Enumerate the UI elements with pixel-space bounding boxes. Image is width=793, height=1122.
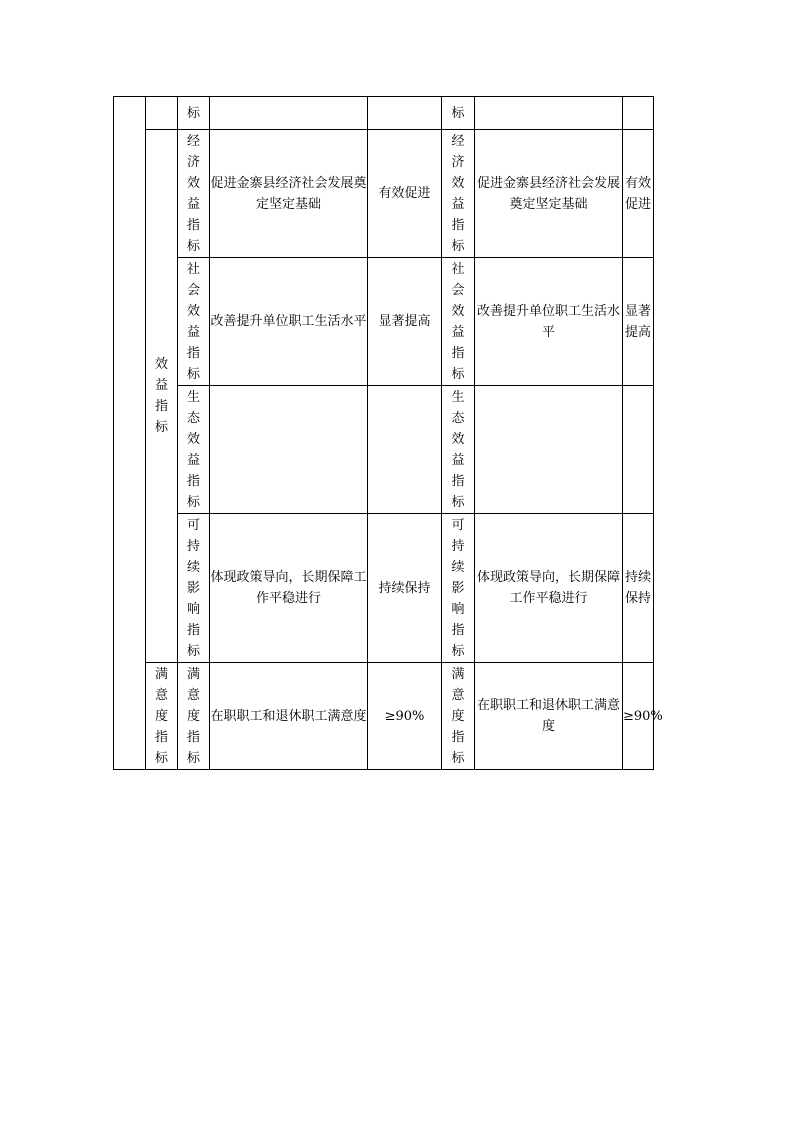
value-cell: 有效促进: [368, 130, 442, 258]
table-row: [114, 663, 654, 770]
level3-cell: 可持续影响指标: [178, 514, 210, 663]
level3-cell: 社会效益指标: [442, 258, 475, 386]
level1-satisfaction-cell: 满意度指标: [146, 663, 178, 770]
level3-cell: 满意度指标: [442, 663, 475, 770]
content-cell: [475, 97, 623, 130]
content-cell: [475, 386, 623, 514]
table-row: [114, 514, 654, 663]
level3-cell: 标: [442, 97, 475, 130]
level3-cell: 经济效益指标: [178, 130, 210, 258]
level3-cell: 生态效益指标: [442, 386, 475, 514]
level3-cell: 生态效益指标: [178, 386, 210, 514]
content-cell: [210, 386, 368, 514]
content-cell: 改善提升单位职工生活水平: [210, 258, 368, 386]
level3-cell: 可持续影响指标: [442, 514, 475, 663]
value-cell: ≥90%: [368, 663, 442, 770]
content-cell: 体现政策导向，长期保障工作平稳进行: [210, 514, 368, 663]
table-row: [114, 386, 654, 514]
value-cell: [623, 97, 654, 130]
level1-benefit-cell: 效益指标: [146, 130, 178, 663]
content-cell: 体现政策导向，长期保障工作平稳进行: [475, 514, 623, 663]
value-cell: [368, 97, 442, 130]
level3-cell: 经济效益指标: [442, 130, 475, 258]
performance-indicator-table: [113, 96, 663, 770]
level3-cell: 社会效益指标: [178, 258, 210, 386]
content-cell: 在职职工和退休职工满意度: [475, 663, 623, 770]
value-cell: 显著提高: [368, 258, 442, 386]
value-cell: 显著提高: [623, 258, 654, 386]
value-cell: ≥90%: [623, 663, 654, 770]
value-cell: 有效促进: [623, 130, 654, 258]
level3-cell: 满意度指标: [178, 663, 210, 770]
value-cell: [623, 386, 654, 514]
value-cell: 持续保持: [623, 514, 654, 663]
content-cell: 促进金寨县经济社会发展奠定坚定基础: [475, 130, 623, 258]
level1-cell-empty: [146, 97, 178, 130]
content-cell: 在职职工和退休职工满意度: [210, 663, 368, 770]
table-row: [114, 130, 654, 258]
table-row: [114, 97, 654, 130]
content-cell: [210, 97, 368, 130]
value-cell: 持续保持: [368, 514, 442, 663]
table-row: [114, 258, 654, 386]
level3-cell: 标: [178, 97, 210, 130]
content-cell: 改善提升单位职工生活水平: [475, 258, 623, 386]
content-cell: 促进金寨县经济社会发展奠定坚定基础: [210, 130, 368, 258]
value-cell: [368, 386, 442, 514]
level0-cell: [114, 97, 146, 770]
